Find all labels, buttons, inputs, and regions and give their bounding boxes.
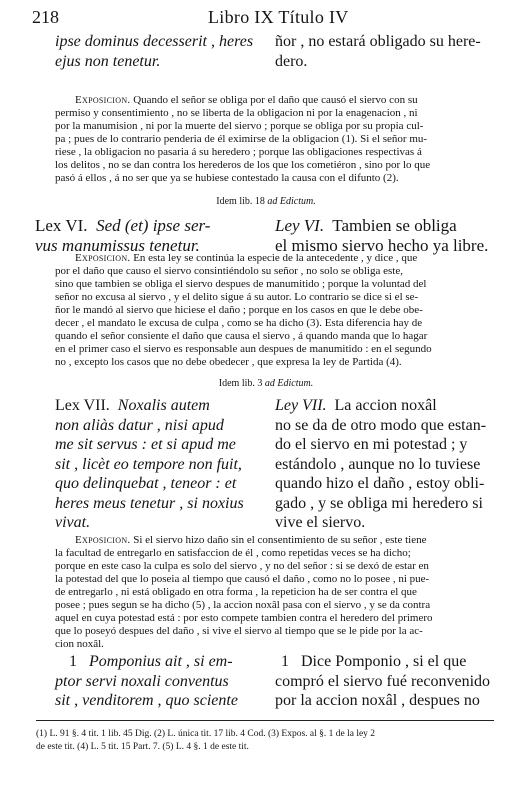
spanish-line: vive el siervo. — [275, 514, 366, 531]
spanish-line: estándolo , aunque no lo tuviese — [275, 455, 481, 473]
footnote-line: (1) L. 91 §. 4 tit. 1 lib. 45 Dig. (2) L. única tit. 17 lib. 4 Cod. (3) Expos. al §. 1 de la ley 2 — [36, 729, 376, 739]
citation-suffix: ad Edictum. — [267, 196, 316, 207]
exposicion-1 — [55, 94, 503, 185]
exposicion-line: por la manumision , ni por la muerte del siervo ; porque se obliga por su propia cul- — [55, 120, 424, 132]
spanish-line: por la accion noxâl , despues no — [275, 692, 480, 709]
latin-line: ipse dominus decesserit , heres — [55, 33, 254, 50]
exposicion-label: Exposicion. — [75, 252, 131, 264]
latin-line: me sit servus : et si apud me — [55, 436, 236, 453]
exposicion-line: la potestad del que lo poseia al tiempo que causó el daño , como no lo posee , ni pue- — [55, 573, 430, 585]
exposicion-line: posee ; pues segun se ha dicho (5) , la accion noxâl pasa con el siervo , y se da contra — [55, 599, 431, 611]
exposicion-line: En esta ley se continúa la especie de la antecedente , y dice , que — [133, 252, 418, 264]
lex-vii-latin — [55, 396, 260, 533]
citation-suffix: ad Edictum. — [264, 378, 314, 389]
exposicion-line: Si el siervo hizo daño sin el consentimiento de su señor , este tiene — [133, 534, 427, 546]
latin-line: Noxalis autem — [117, 397, 210, 414]
paragraph-number: 1 — [281, 653, 289, 670]
latin-line: heres meus tenetur , si noxius — [55, 494, 244, 512]
spanish-continuation — [275, 32, 503, 71]
latin-continuation — [55, 32, 260, 71]
page-header — [32, 4, 510, 28]
latin-line: sit , venditorem , quo sciente — [55, 692, 238, 709]
latin-line: Pomponius ait , si em- — [89, 653, 233, 670]
paragraph-1-latin — [55, 652, 260, 711]
spanish-line: quando hizo el daño , estoy obli- — [275, 475, 485, 492]
spanish-line: gado , y se obliga mi heredero si — [275, 494, 483, 512]
lex-number: Lex VII. — [55, 397, 110, 414]
latin-line: quo delinquebat , teneor : et — [55, 475, 237, 492]
spanish-line: Dice Pomponio , si el que — [301, 653, 467, 670]
exposicion-line: los delitos , no se dan contra los herederos de los que los cometiéron , sino por lo que — [55, 159, 431, 171]
latin-line: ptor servi noxali conventus — [55, 672, 229, 690]
exposicion-line: cion noxâl. — [55, 638, 104, 650]
spanish-line: do el siervo en mi potestad ; y — [275, 436, 468, 453]
exposicion-line: la facultad de entregarlo en satisfaccion de él , como repetidas veces se ha dicho; — [55, 547, 411, 559]
paragraph-1 — [55, 652, 503, 714]
latin-line: sit , licèt eo tempore non fuit, — [55, 455, 242, 473]
spanish-line: no se da de otro modo que estan- — [275, 416, 487, 434]
exposicion-line: aquel en cuya potestad está : por esto compete tambien contra el heredero del primero — [55, 612, 433, 624]
exposicion-line: quando el señor consiente el daño que causa el siervo , á quando manda que lo hagar — [55, 330, 428, 342]
exposicion-line: de entregarlo , ni está obligado en otra forma , la repeticion ha de ser contra el que — [55, 586, 417, 598]
footnotes — [36, 728, 506, 754]
exposicion-line: señor no excusa al siervo , y el delito sigue á su autor. Lo contrario se dice si el se- — [55, 291, 419, 303]
latin-line: Sed (et) ipse ser- — [96, 216, 211, 235]
source-citation-1 — [0, 196, 532, 207]
exposicion-line: ñor le mandó al siervo que hiciese el daño ; porque en los casos en que le debe obe- — [55, 304, 423, 316]
latin-line: non aliàs datur , nisi apud — [55, 416, 224, 434]
exposicion-3 — [55, 534, 503, 651]
latin-line: vivat. — [55, 514, 91, 531]
exposicion-2 — [55, 252, 503, 369]
continuation-block — [55, 32, 503, 76]
lex-number: Lex VI. — [35, 216, 88, 235]
spanish-line: La accion noxâl — [334, 397, 437, 414]
lex-vii — [55, 396, 503, 536]
spanish-line: compró el siervo fué reconvenido — [275, 672, 491, 690]
exposicion-line: que lo poseyó despues del daño , si vive el siervo al tiempo que se le pide por la ac- — [55, 625, 423, 637]
exposicion-line: pasó á ellos , á no ser que ya se hubiese contestado la causa con el difunto (2). — [55, 172, 399, 184]
exposicion-line: sino que tambien se obliga el siervo despues de manumitido ; porque la voluntad del — [55, 278, 427, 290]
lex-vi-latin — [35, 216, 260, 256]
exposicion-line: en el primer caso el siervo es responsable aun despues de manumitido : en el segundo — [55, 343, 432, 355]
exposicion-line: permiso y consentimiento , no se liberta de la obligacion ni por la enagenacion , ni — [55, 107, 418, 119]
running-title: Libro IX Título IV — [208, 7, 349, 27]
exposicion-line: por el daño que causo el siervo consintiéndolo su señor , no solo se obliga este, — [55, 265, 403, 277]
citation-prefix: Idem lib. 18 — [216, 196, 265, 207]
exposicion-line: porque en este caso la culpa es solo del siervo , y no del señor : si se dexó de estar en — [55, 560, 429, 572]
paragraph-number: 1 — [69, 653, 77, 670]
exposicion-line: riese , la obligacion no pasaria á su heredero ; porque las obligaciones respectivas á — [55, 146, 422, 158]
exposicion-line: Quando el señor se obliga por el daño que causó el siervo con su — [133, 94, 418, 106]
exposicion-line: pa ; pues de lo contrario penderia de él eximirse de la obligacion (1). Si el señor mu- — [55, 133, 428, 145]
page-number: 218 — [32, 7, 59, 27]
ley-number: Ley VI. — [275, 216, 325, 235]
exposicion-line: decer , el mandato le excusa de culpa , como se ha dicho (3). Esta diferencia hay de — [55, 317, 423, 329]
spanish-line: el mismo siervo hecho ya libre. — [275, 236, 489, 255]
footnote-separator — [36, 720, 494, 721]
paragraph-1-spanish — [275, 652, 503, 711]
latin-line: vus manumissus tenetur. — [35, 236, 200, 255]
exposicion-line: no , excepto los casos que no debe obedecer , que expresa la ley de Partida (4). — [55, 356, 402, 368]
citation-prefix: Idem lib. 3 — [218, 378, 263, 389]
spanish-line: ñor , no estará obligado su here- — [275, 33, 481, 50]
latin-line: ejus non tenetur. — [55, 52, 161, 70]
exposicion-label: Exposicion. — [75, 534, 131, 546]
source-citation-2 — [0, 378, 532, 389]
exposicion-label: Exposicion. — [75, 94, 131, 106]
ley-number: Ley VII. — [275, 397, 327, 414]
spanish-line: Tambien se obliga — [332, 216, 457, 235]
spanish-line: dero. — [275, 52, 308, 70]
lex-vii-spanish — [275, 396, 503, 533]
footnote-line: de este tit. (4) L. 5 tit. 15 Part. 7. (5) L. 4 §. 1 de este tit. — [36, 742, 249, 752]
lex-vi-spanish — [275, 216, 503, 256]
